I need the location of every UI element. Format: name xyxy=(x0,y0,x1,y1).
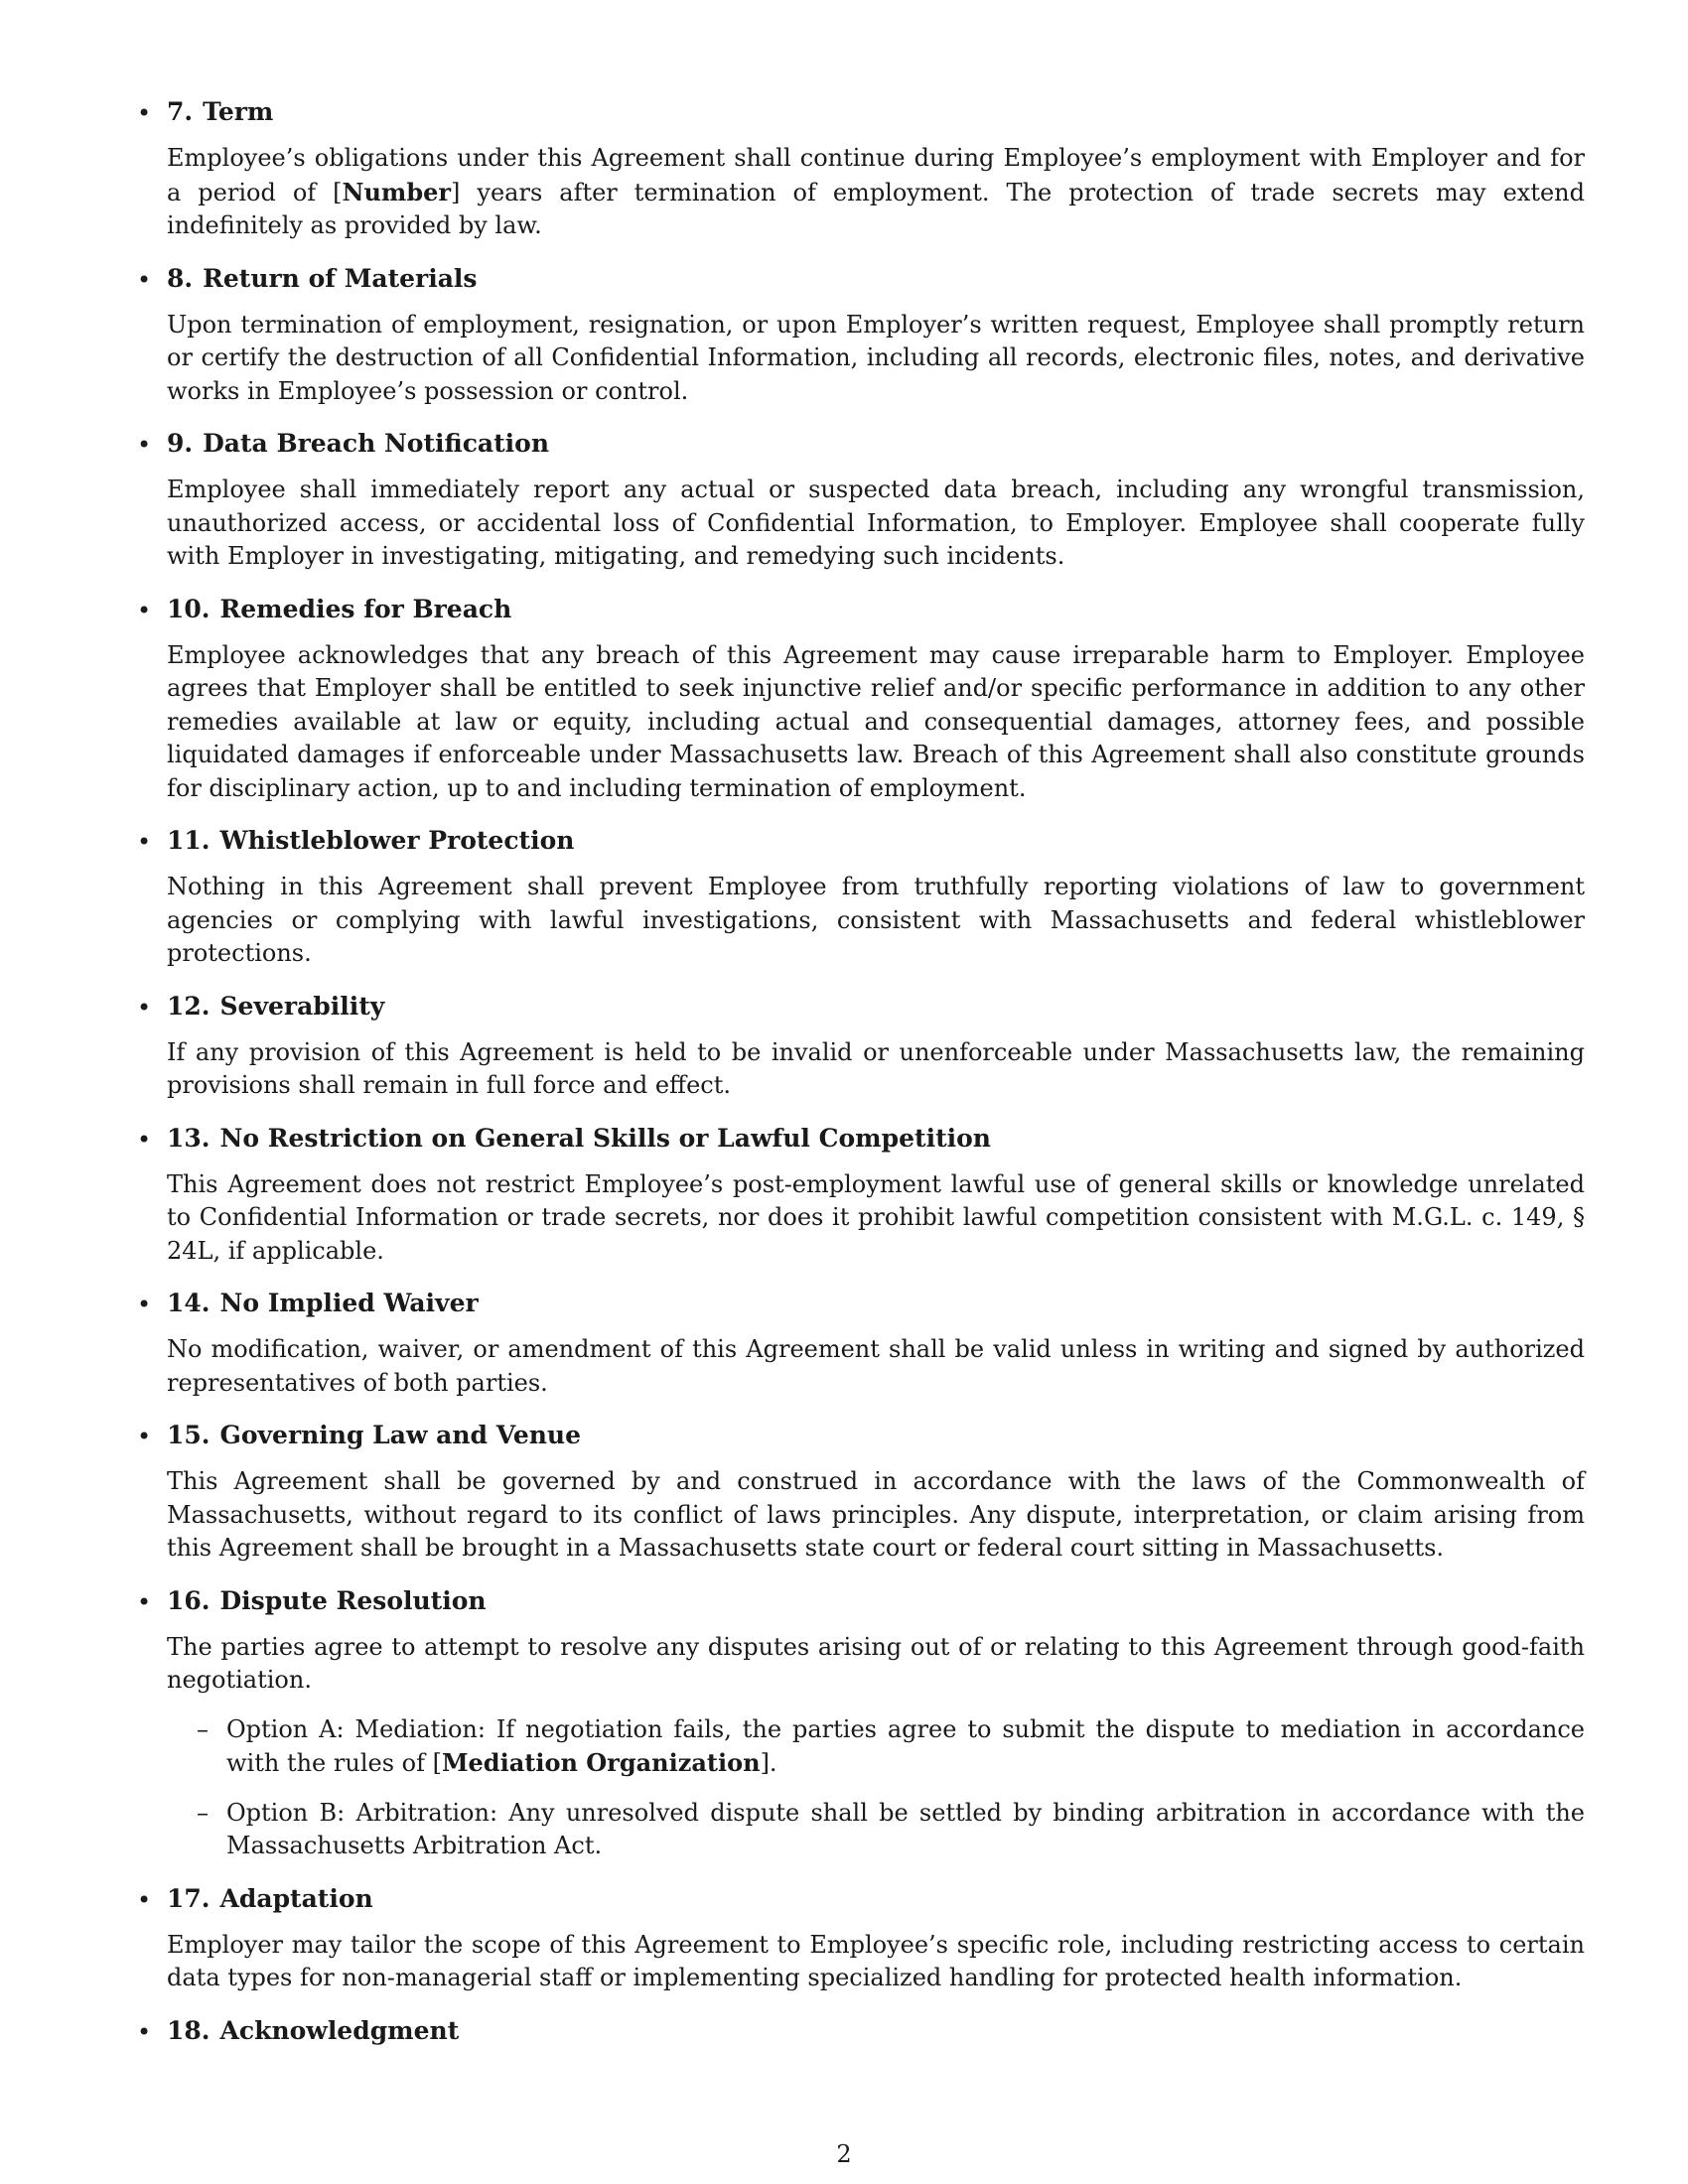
section-acknowledgment xyxy=(135,2014,1585,2047)
section-body xyxy=(167,1036,1585,1103)
dash-icon: – xyxy=(197,1714,209,1743)
text-run: Nothing in this Agreement shall prevent Employee from truthfully reporting violations of law to government agencies or complying with lawful investigations, consistent with Massachusetts and federal whistleblower protections. xyxy=(167,873,1585,967)
section-body xyxy=(167,309,1585,409)
text-run: Option B: Arbitration: Any unresolved dispute shall be settled by binding arbitration in accordance with the Massachusetts Arbitration Act. xyxy=(226,1798,1585,1859)
sub-option xyxy=(167,1797,1585,1863)
section-number: 17. xyxy=(167,1883,211,1913)
text-run: Employee shall immediately report any actual or suspected data breach, including any wrongful transmission, unauthorized access, or accidental loss of Confidential Information, to Employer. Employee shall cooperate fully with Employer in investigating, mitigating, and remedying such incidents. xyxy=(167,476,1585,570)
section-title: Term xyxy=(203,97,274,126)
bullet-icon: • xyxy=(137,1423,152,1450)
section-body xyxy=(167,1333,1585,1400)
section-number: 11. xyxy=(167,826,211,855)
bullet-icon: • xyxy=(137,265,152,294)
text-run: Employee’s obligations under this Agreement shall continue during Employee’s employment with Employer and for a period of [ xyxy=(167,144,1585,206)
section-number: 18. xyxy=(167,2015,211,2045)
section-title: Whistleblower Protection xyxy=(219,826,575,855)
section-heading xyxy=(167,824,1585,857)
section-heading xyxy=(167,262,1585,295)
text-run: Employer may tailor the scope of this Agreement to Employee’s specific role, including restricting access to certain data types for non-managerial staff or implementing specialized handling for protected health information. xyxy=(167,1930,1585,1991)
section-severability xyxy=(135,990,1585,1103)
section-heading xyxy=(167,95,1585,128)
section-number: 13. xyxy=(167,1123,211,1153)
sub-option-text xyxy=(226,1797,1585,1863)
text-run: This Agreement shall be governed by and construed in accordance with the laws of the Commonwealth of Massachusetts, without regard to its conflict of laws principles. Any dispute, interpretation, or claim arising from this Agreement shall be brought in a Massachusetts state court or federal court sitting in Massachusetts. xyxy=(167,1467,1585,1562)
sub-option-text xyxy=(226,1713,1585,1781)
section-title: Return of Materials xyxy=(203,263,478,293)
section-title: Adaptation xyxy=(219,1883,373,1913)
section-number: 15. xyxy=(167,1421,211,1449)
section-body xyxy=(167,474,1585,574)
section-number: 12. xyxy=(167,991,211,1021)
text-run: Option A: Mediation: If negotiation fails, the parties agree to submit the dispute to mediation in accordance with the rules of [ xyxy=(226,1714,1585,1777)
section-heading xyxy=(167,1122,1585,1155)
bullet-icon: • xyxy=(137,1587,152,1616)
section-body xyxy=(167,1929,1585,1995)
section-data-breach-notification xyxy=(135,427,1585,574)
section-body xyxy=(167,142,1585,243)
section-number: 7. xyxy=(167,97,194,126)
text-run: Employee acknowledges that any breach of this Agreement may cause irreparable harm to Employer. Employee agrees that Employer shall be entitled to seek injunctive relief and/or specific performance in addition to any other remedies available at law or equity, including actual and consequential damages, attorney fees, and possible liquidated damages if enforceable under Massachusetts law. Breach of this Agreement shall also constitute grounds for disciplinary action, up to and including termination of employment. xyxy=(167,640,1585,802)
section-heading xyxy=(167,2014,1585,2047)
section-title: Acknowledgment xyxy=(219,2015,460,2045)
bullet-icon: • xyxy=(137,99,152,127)
section-list xyxy=(135,95,1585,2047)
section-no-implied-waiver xyxy=(135,1287,1585,1400)
section-remedies-for-breach xyxy=(135,593,1585,806)
section-governing-law-and-venue xyxy=(135,1419,1585,1566)
section-title: Remedies for Breach xyxy=(219,594,512,623)
bullet-icon: • xyxy=(137,596,152,624)
section-number: 8. xyxy=(167,263,194,293)
section-body xyxy=(167,1168,1585,1269)
text-run: If any provision of this Agreement is held to be invalid or unenforceable under Massachusetts law, the remaining provisions shall remain in full force and effect. xyxy=(167,1037,1585,1099)
section-title: Governing Law and Venue xyxy=(219,1421,581,1449)
bullet-icon: • xyxy=(137,2017,152,2046)
section-number: 14. xyxy=(167,1289,211,1317)
text-run: ]. xyxy=(760,1749,777,1777)
text-run: Upon termination of employment, resignation, or upon Employer’s written request, Employee shall promptly return or certify the destruction of all Confidential Information, including all records, electronic files, notes, and derivative works in Employee’s possession or control. xyxy=(167,310,1585,405)
section-number: 9. xyxy=(167,429,194,458)
section-body xyxy=(167,871,1585,971)
section-term xyxy=(135,95,1585,243)
section-heading xyxy=(167,593,1585,625)
sub-option xyxy=(167,1713,1585,1781)
section-heading xyxy=(167,1287,1585,1319)
text-run: The parties agree to attempt to resolve any disputes arising out of or relating to this Agreement through good-faith negotiation. xyxy=(167,1632,1585,1694)
placeholder-field: Number xyxy=(342,177,452,206)
section-heading xyxy=(167,1419,1585,1451)
text-run: ] years after termination of employment. The protection of trade secrets may extend indefinitely as provided by law. xyxy=(167,178,1585,239)
bullet-icon: • xyxy=(137,1885,152,1914)
section-return-of-materials xyxy=(135,262,1585,409)
section-title: Data Breach Notification xyxy=(203,429,550,458)
bullet-icon: • xyxy=(137,1291,152,1318)
section-title: Severability xyxy=(219,991,385,1021)
bullet-icon: • xyxy=(137,431,152,459)
bullet-icon: • xyxy=(137,828,152,856)
section-no-restriction-on-general-skills-or-lawful-competition xyxy=(135,1122,1585,1269)
section-title: No Restriction on General Skills or Lawful Competition xyxy=(219,1123,991,1153)
section-heading xyxy=(167,990,1585,1023)
page-number: 2 xyxy=(836,2140,852,2168)
section-body xyxy=(167,1631,1585,1698)
text-run: This Agreement does not restrict Employee’s post-employment lawful use of general skills or knowledge unrelated to Confidential Information or trade secrets, nor does it prohibit lawful competition consistent with M.G.L. c. 149, § 24L, if applicable. xyxy=(167,1169,1585,1265)
section-body xyxy=(167,1465,1585,1566)
section-heading xyxy=(167,1882,1585,1915)
section-number: 16. xyxy=(167,1585,211,1615)
placeholder-field: Mediation Organization xyxy=(441,1748,761,1777)
section-title: No Implied Waiver xyxy=(219,1289,479,1317)
text-run: No modification, waiver, or amendment of this Agreement shall be valid unless in writing and signed by authorized representatives of both parties. xyxy=(167,1335,1585,1397)
section-heading xyxy=(167,1584,1585,1617)
dash-icon: – xyxy=(197,1798,209,1827)
bullet-icon: • xyxy=(137,993,152,1022)
section-body xyxy=(167,639,1585,806)
section-heading xyxy=(167,427,1585,460)
section-adaptation xyxy=(135,1882,1585,1995)
section-number: 10. xyxy=(167,594,211,623)
section-whistleblower-protection xyxy=(135,824,1585,971)
section-dispute-resolution xyxy=(135,1584,1585,1863)
section-title: Dispute Resolution xyxy=(219,1585,487,1615)
bullet-icon: • xyxy=(137,1125,152,1154)
